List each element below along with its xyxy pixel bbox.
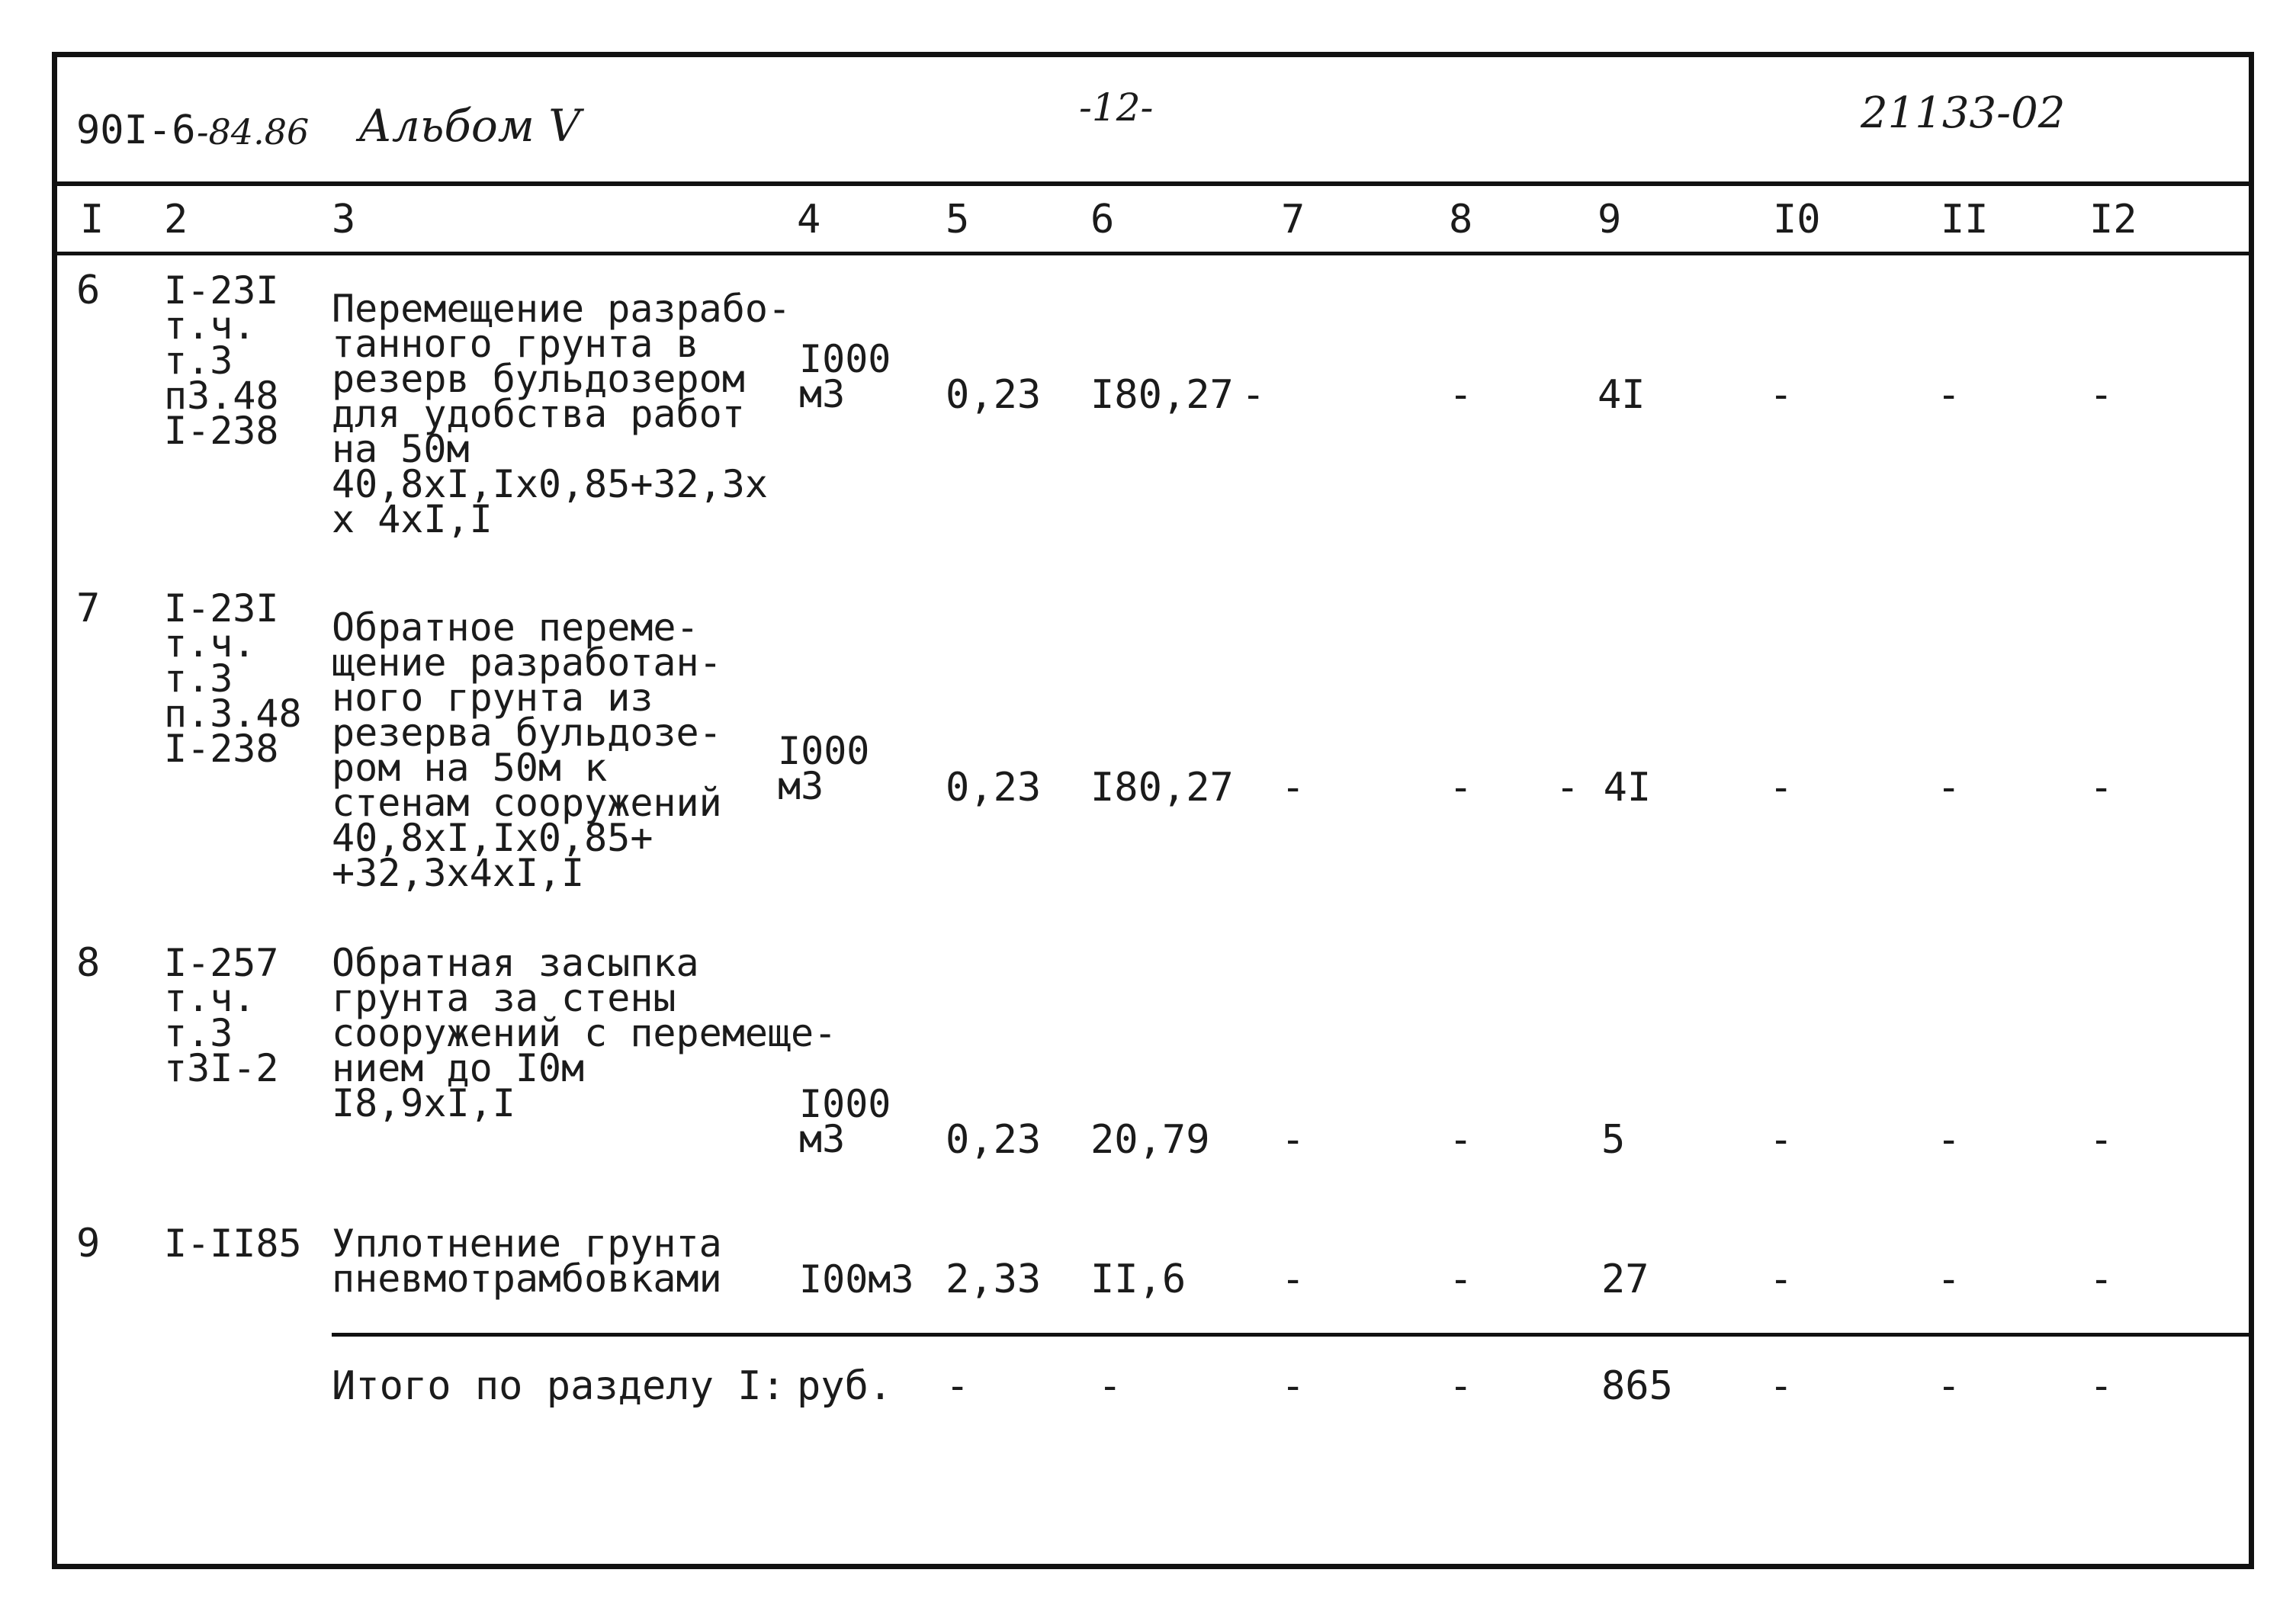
col-header-2: 2 (164, 197, 188, 242)
description-line: пневмотрамбовками (332, 1257, 722, 1301)
cell-col10: - (1769, 765, 1793, 810)
doc-code: 90I-6 (76, 108, 196, 153)
total-col7: - (1281, 1363, 1305, 1409)
col-header-5: 5 (946, 197, 970, 242)
cell-col6: I80,27 (1090, 372, 1234, 418)
total-col9: 865 (1601, 1363, 1673, 1409)
cell-col11: - (1937, 372, 1961, 418)
norm-code (164, 268, 279, 453)
norm-code-line: т.3 (164, 339, 233, 383)
norm-code-line: т.ч. (164, 976, 256, 1020)
description-line: 40,8хI,Iх0,85+ (332, 816, 653, 860)
norm-code (164, 941, 279, 1090)
description-line: нием до I0м (332, 1046, 585, 1090)
description-line: Обратное переме- (332, 605, 699, 650)
description-line: I8,9хI,I (332, 1081, 515, 1125)
cell-col5: 2,33 (946, 1257, 1042, 1302)
cell-col5: 0,23 (946, 372, 1042, 418)
description-line: Обратная засыпка (332, 941, 699, 985)
description-line: для удобства работ (332, 392, 745, 436)
row-number: 6 (76, 268, 101, 313)
col-header-11: II (1941, 197, 1989, 242)
unit-line: I000 (799, 1082, 891, 1126)
page-number: -12- (1079, 85, 1154, 130)
description-line: на 50м (332, 427, 470, 471)
norm-code-line: I-23I (164, 586, 279, 631)
col-header-9: 9 (1598, 197, 1622, 242)
description-line: грунта за стены (332, 976, 676, 1020)
cell-col11: - (1937, 1257, 1961, 1302)
col-header-6: 6 (1090, 197, 1115, 242)
description-line: щение разработан- (332, 640, 722, 685)
description-line: резерва бульдозе- (332, 711, 722, 755)
total-col8: - (1449, 1363, 1473, 1409)
cell-col8: - (1449, 1257, 1473, 1302)
cell-col6: 20,79 (1090, 1117, 1210, 1163)
cell-col9: - 4I (1556, 765, 1652, 810)
cell-col12: - (2089, 765, 2114, 810)
cell-col10: - (1769, 372, 1793, 418)
cell-col9: 27 (1601, 1257, 1649, 1302)
total-col11: - (1937, 1363, 1961, 1409)
norm-code-line: п3.48 (164, 374, 279, 418)
norm-code-line: I-23I (164, 268, 279, 313)
cell-col8: - (1449, 1117, 1473, 1163)
col-header-8: 8 (1449, 197, 1473, 242)
cell-col12: - (2089, 372, 2114, 418)
norm-code-line: I-257 (164, 941, 279, 985)
col-header-10: I0 (1773, 197, 1821, 242)
description-line: стенам сооружений (332, 781, 722, 825)
doc-code-handwritten: -84.86 (197, 111, 310, 152)
norm-code (164, 586, 302, 771)
total-rule (332, 1333, 2254, 1337)
col-header-4: 4 (797, 197, 821, 242)
work-description (332, 1221, 722, 1301)
description-line: сооружений с перемеще- (332, 1011, 837, 1055)
description-line: резерв бульдозером (332, 357, 745, 401)
row-number: 9 (76, 1221, 101, 1266)
unit (799, 337, 891, 416)
unit (799, 1082, 891, 1161)
description-line: танного грунта в (332, 322, 699, 366)
cell-col11: - (1937, 765, 1961, 810)
work-description (332, 941, 837, 1125)
norm-code-line: т3I-2 (164, 1046, 279, 1090)
album-title: Альбом V (358, 100, 581, 152)
total-label: Итого по разделу I: (332, 1363, 785, 1409)
cell-col6: II,6 (1090, 1257, 1187, 1302)
description-line: ром на 50м к (332, 746, 608, 790)
unit-line: I000 (778, 729, 870, 773)
total-col6: - (1098, 1363, 1122, 1409)
norm-code-line: т.ч. (164, 621, 256, 666)
col-header-7: 7 (1281, 197, 1305, 242)
total-col10: - (1769, 1363, 1793, 1409)
work-description (332, 287, 792, 541)
unit-line: м3 (799, 1117, 846, 1161)
unit-line: I000 (799, 337, 891, 381)
cell-col10: - (1769, 1117, 1793, 1163)
total-col12: - (2089, 1363, 2114, 1409)
header-rule (52, 181, 2254, 186)
cell-col5: 0,23 (946, 1117, 1042, 1163)
norm-code-line: I-238 (164, 727, 279, 771)
work-description (332, 605, 722, 895)
cell-col12: - (2089, 1257, 2114, 1302)
cell-col11: - (1937, 1117, 1961, 1163)
norm-code-line: I-238 (164, 409, 279, 453)
col-header-3: 3 (332, 197, 356, 242)
description-line: Перемещение разрабо- (332, 287, 792, 331)
col-header-1: I (80, 197, 104, 242)
total-unit: руб. (797, 1363, 893, 1409)
norm-code-line: т.3 (164, 656, 233, 701)
description-line: +32,3х4хI,I (332, 851, 585, 895)
column-header-rule (52, 252, 2254, 255)
unit-line: м3 (778, 764, 824, 808)
cell-col8: - (1449, 372, 1473, 418)
cell-col9: 4I (1598, 372, 1646, 418)
row-number: 8 (76, 940, 101, 986)
norm-code-line: т.3 (164, 1011, 233, 1055)
description-line: х 4хI,I (332, 497, 493, 541)
description-line: Уплотнение грунта (332, 1221, 722, 1266)
cell-col6: I80,27 (1090, 765, 1234, 810)
cell-col10: - (1769, 1257, 1793, 1302)
cell-col7: - (1281, 765, 1305, 810)
col-header-12: I2 (2089, 197, 2137, 242)
cell-col7: - (1281, 1117, 1305, 1163)
unit (778, 729, 870, 808)
norm-code-line: п.3.48 (164, 692, 302, 736)
norm-code: I-II85 (164, 1221, 302, 1266)
cell-col7: - (1281, 1257, 1305, 1302)
unit: I00м3 (799, 1257, 914, 1302)
cell-col9: 5 (1601, 1117, 1626, 1163)
norm-code-line: т.ч. (164, 303, 256, 348)
total-col5: - (946, 1363, 970, 1409)
unit-line: м3 (799, 372, 846, 416)
description-line: 40,8хI,Iх0,85+32,3х (332, 462, 768, 506)
row-number: 7 (76, 586, 101, 631)
cell-col12: - (2089, 1117, 2114, 1163)
cell-col7: - (1241, 372, 1266, 418)
cell-col8: - (1449, 765, 1473, 810)
project-code: 21133-02 (1861, 88, 2066, 138)
cell-col5: 0,23 (946, 765, 1042, 810)
description-line: ного грунта из (332, 676, 653, 720)
